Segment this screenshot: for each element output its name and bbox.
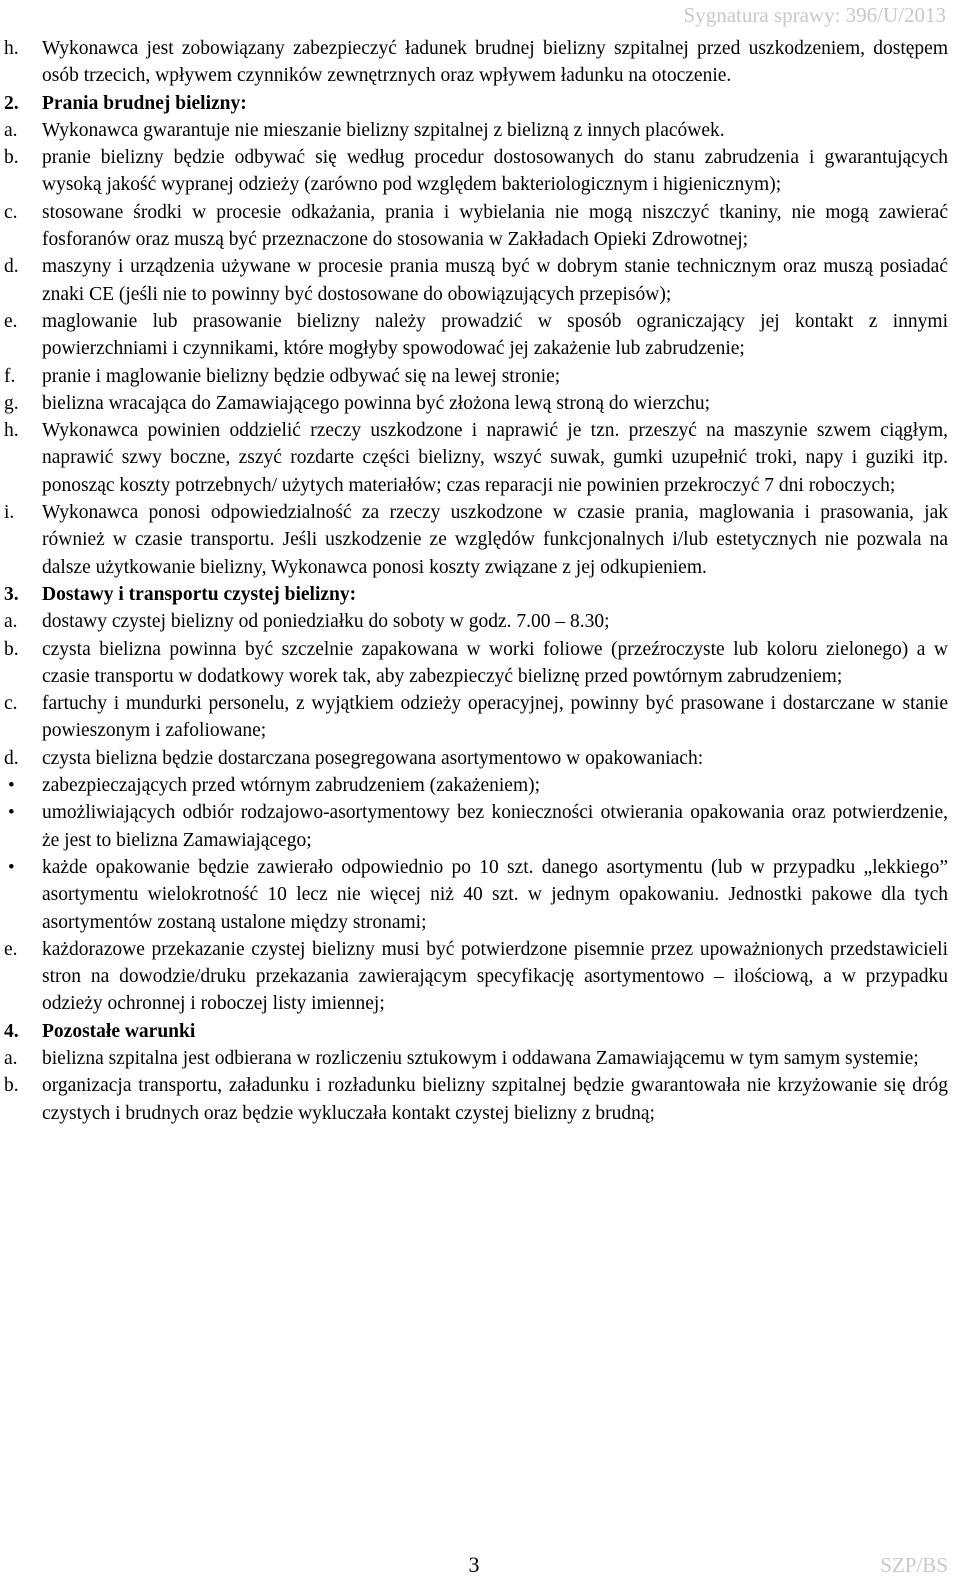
item-marker: d. (4, 747, 19, 769)
section-heading (4, 1018, 948, 1045)
list-item (4, 308, 948, 363)
list-item (4, 253, 948, 308)
list-item (4, 199, 948, 254)
section-heading (4, 581, 948, 608)
list-item (4, 117, 948, 144)
item-marker: a. (4, 119, 18, 141)
item-marker: b. (4, 638, 19, 660)
item-text: zabezpieczających przed wtórnym zabrudzeniem (zakażeniem); (42, 775, 541, 797)
list-item (4, 745, 948, 772)
bullet-marker: • (8, 856, 15, 878)
list-item (4, 608, 948, 635)
item-text: fartuchy i mundurki personelu, z wyjątkiem odzieży operacyjnej, powinny być prasowane i dostarczane w stanie powieszonym i zafoliowane; (42, 693, 948, 742)
bullet-marker: • (8, 775, 15, 797)
bullet-item (4, 799, 948, 854)
item-marker: e. (4, 938, 18, 960)
item-text: maglowanie lub prasowanie bielizny należy prowadzić w sposób ograniczający jej kontakt z innymi powierzchniami i czynnikami, które mogłyby spowodować jej zakażenie lub zabrudzenie; (42, 310, 948, 360)
item-text: każdorazowe przekazanie czystej bielizny musi być potwierdzone pisemnie przez upoważnionych przedstawicieli stron na dowodzie/druku przekazania zawierającym specyfikację asortymentowo – ilościową, a w przypadku odzieży ochronnej i roboczej listy imiennej; (42, 938, 948, 1015)
bullet-item (4, 772, 948, 799)
list-item (4, 636, 948, 691)
section-heading-text: Pozostałe warunki (42, 1020, 196, 1042)
list-item (4, 1045, 948, 1072)
item-marker: b. (4, 1075, 19, 1097)
item-text: Wykonawca gwarantuje nie mieszanie bielizny szpitalnej z bielizną z innych placówek. (42, 119, 725, 141)
item-text: organizacja transportu, załadunku i rozładunku bielizny szpitalnej będzie gwarantowała nie krzyżowanie się dróg czystych i brudnych oraz będzie wykluczała kontakt czystej bielizny z brudną; (42, 1075, 948, 1124)
document-code: SZP/BS (880, 1553, 948, 1577)
item-marker: h. (4, 38, 19, 59)
item-marker: c. (4, 201, 18, 223)
item-marker: a. (4, 611, 18, 633)
item-text: Wykonawca ponosi odpowiedzialność za rzeczy uszkodzone w czasie prania, maglowania i prasowania, jak również w czasie transportu. Jeśli uszkodzenie ze względów funkcjonalnych i/lub estetycznych nie pozwala na dalsze użytkowanie bielizny, Wykonawca ponosi koszty związane z jej odkupieniem. (42, 502, 948, 578)
item-text: czysta bielizna powinna być szczelnie zapakowana w worki foliowe (przeźroczyste lub koloru zielonego) a w czasie transportu w dodatkowy worek tak, aby zabezpieczyć bieliznę przed powtórnym zabrudzeniem; (42, 638, 948, 687)
list-item (4, 690, 948, 745)
item-text: Wykonawca jest zobowiązany zabezpieczyć ładunek brudnej bielizny szpitalnej przed uszkodzeniem, dostępem osób trzecich, wpływem czynników zewnętrznych oraz wpływem ładunku na otoczenie. (42, 38, 948, 87)
item-text: bielizna wracająca do Zamawiającego powinna być złożona lewą stroną do wierzchu; (42, 392, 711, 414)
case-signature: Sygnatura sprawy: 396/U/2013 (683, 3, 946, 27)
item-text: umożliwiających odbiór rodzajowo-asortymentowy bez konieczności otwierania opakowania oraz potwierdzenie, że jest to bielizna Zamawiającego; (42, 802, 948, 851)
item-marker: 4. (4, 1020, 19, 1042)
list-item (4, 144, 948, 199)
list-item (4, 936, 948, 1018)
item-text: bielizna szpitalna jest odbierana w rozliczeniu sztukowym i oddawana Zamawiającemu w tym samym systemie; (42, 1047, 919, 1069)
item-marker: e. (4, 310, 18, 332)
item-marker: 3. (4, 583, 19, 605)
item-text: maszyny i urządzenia używane w procesie prania muszą być w dobrym stanie technicznym oraz muszą posiadać znaki CE (jeśli nie to powinny być dostosowane do obowiązujących przepisów); (42, 256, 948, 305)
item-marker: f. (4, 365, 16, 387)
item-marker: i. (4, 502, 15, 524)
page-number: 3 (468, 1552, 480, 1577)
list-item (4, 363, 948, 390)
item-text: pranie bielizny będzie odbywać się według procedur dostosowanych do stanu zabrudzenia i gwarantujących wysoką jakość wypranej odzieży (zarówno pod względem bakteriologicznym i higienicznym); (42, 147, 948, 196)
section-heading (4, 90, 948, 117)
item-text: Wykonawca powinien oddzielić rzeczy uszkodzone i naprawić je tzn. przeszyć na maszynie szwem ciągłym, naprawić szwy boczne, zszyć rozdarte części bielizny, wszyć suwak, gumki uzupełnić troki, napy i guziki itp. ponosząc koszty potrzebnych/ użytych materiałów; czas reparacji nie powinien przekroczyć 7 dni roboczych; (42, 420, 948, 496)
section-heading-text: Dostawy i transportu czystej bielizny: (42, 583, 357, 605)
bullet-marker: • (8, 802, 15, 824)
item-text: czysta bielizna będzie dostarczana posegregowana asortymentowo w opakowaniach: (42, 747, 704, 769)
item-marker: a. (4, 1047, 18, 1069)
item-marker: h. (4, 420, 19, 442)
document-body (4, 35, 948, 1127)
list-item (4, 499, 948, 581)
item-marker: d. (4, 256, 19, 278)
item-text: pranie i maglowanie bielizny będzie odbywać się na lewej stronie; (42, 365, 561, 387)
bullet-item (4, 854, 948, 936)
item-text: każde opakowanie będzie zawierało odpowiednio po 10 szt. danego asortymentu (lub w przypadku „lekkiego” asortymentu wielokrotność 10 lecz nie więcej niż 40 szt. w jednym opakowaniu. Jednostki pakowe dla tych asortymentów zostaną ustalone między stronami; (42, 856, 948, 933)
list-item (4, 417, 948, 499)
item-text: stosowane środki w procesie odkażania, prania i wybielania nie mogą niszczyć tkaniny, nie mogą zawierać fosforanów oraz muszą być przeznaczone do stosowania w Zakładach Opieki Zdrowotnej; (42, 201, 948, 251)
item-marker: c. (4, 693, 18, 715)
section-heading-text: Prania brudnej bielizny: (42, 92, 247, 114)
item-marker: g. (4, 392, 19, 414)
list-item (4, 1072, 948, 1127)
list-item (4, 35, 948, 90)
list-item (4, 390, 948, 417)
item-marker: b. (4, 147, 19, 169)
item-text: dostawy czystej bielizny od poniedziałku do soboty w godz. 7.00 – 8.30; (42, 611, 610, 633)
item-marker: 2. (4, 92, 19, 114)
